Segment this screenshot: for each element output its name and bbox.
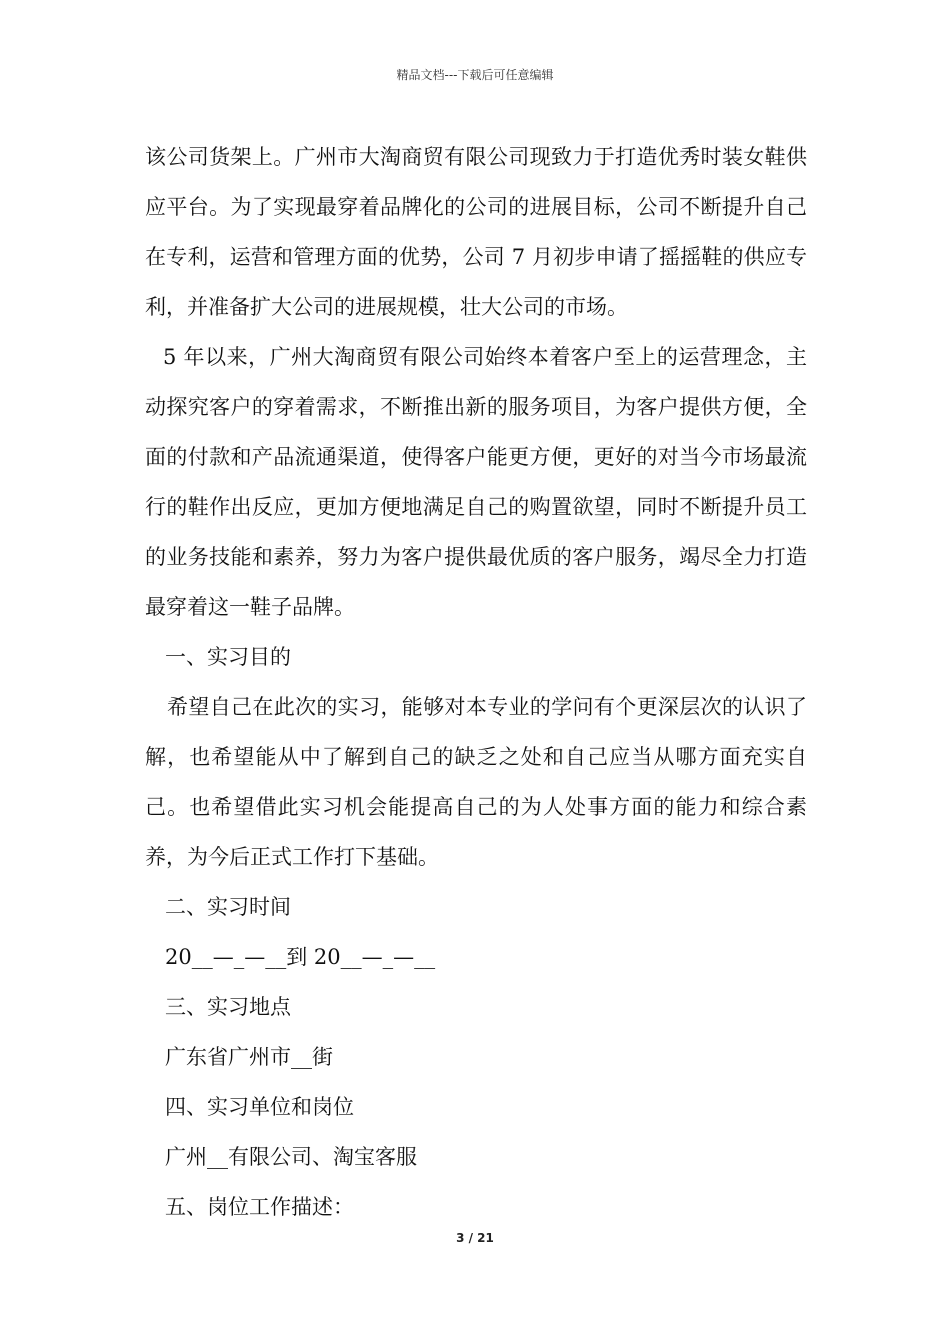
internship-unit: 广州__有限公司、淘宝客服 — [165, 1145, 417, 1169]
page-number: 3 / 21 — [456, 1231, 494, 1245]
internship-place: 广东省广州市__街 — [165, 1045, 333, 1069]
section-heading-purpose: 一、实习目的 — [165, 645, 291, 669]
internship-time: 20__—_—__到 20__—_—__ — [165, 945, 436, 969]
paragraph-company-intro: 该公司货架上。广州市大淘商贸有限公司现致力于打造优秀时装女鞋供应平台。为了实现最穿着品牌化的公司的进展目标，公司不断提升自己在专利，运营和管理方面的优势，公司 7 月初步申请了摇摇鞋的供应专利，并准备扩大公司的进展规模，壮大公司的市场。 — [145, 145, 807, 319]
paragraph-company-philosophy: 5 年以来，广州大淘商贸有限公司始终本着客户至上的运营理念，主动探究客户的穿着需求，不断推出新的服务项目，为客户提供方便，全面的付款和产品流通渠道，使得客户能更方便，更好的对当今市场最流行的鞋作出反应，更加方便地满足自己的购置欲望，同时不断提升员工的业务技能和素养，努力为客户提供最优质的客户服务，竭尽全力打造最穿着这一鞋子品牌。 — [145, 345, 807, 619]
section-heading-place: 三、实习地点 — [165, 995, 291, 1019]
document-body — [145, 132, 807, 1232]
paragraph-purpose: 希望自己在此次的实习，能够对本专业的学问有个更深层次的认识了解，也希望能从中了解到自己的缺乏之处和自己应当从哪方面充实自己。也希望借此实习机会能提高自己的为人处事方面的能力和综合素养，为今后正式工作打下基础。 — [145, 695, 807, 869]
section-heading-job-description: 五、岗位工作描述： — [165, 1195, 354, 1219]
section-heading-unit: 四、实习单位和岗位 — [165, 1095, 354, 1119]
page-header: 精品文档---下载后可任意编辑 — [396, 68, 554, 82]
section-heading-time: 二、实习时间 — [165, 895, 291, 919]
